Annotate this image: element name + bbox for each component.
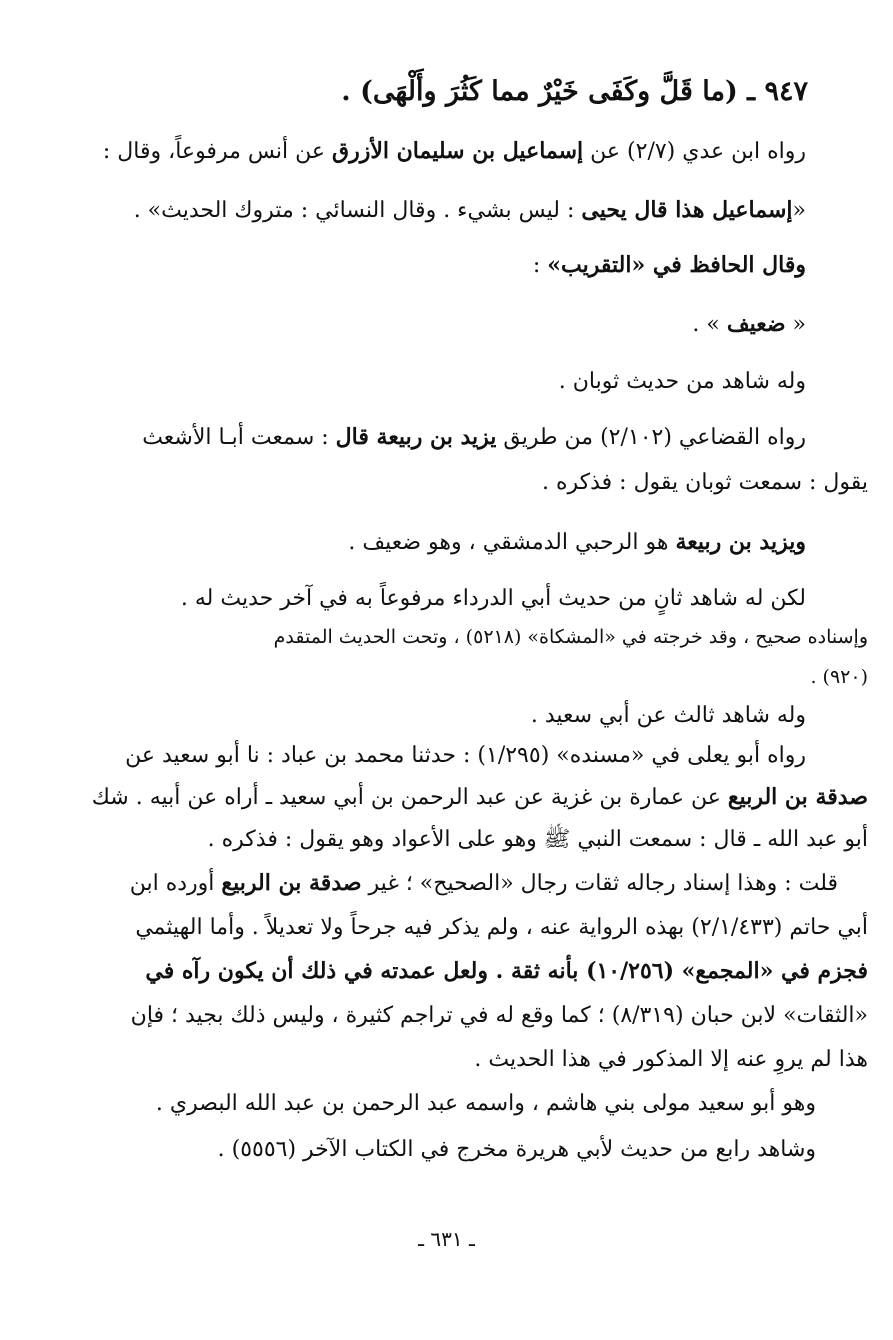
- bold-run: صدقة بن الربيع: [727, 784, 868, 810]
- text-line: [48, 620, 868, 654]
- bold-run: ويزيد بن ربيعة: [675, 529, 806, 555]
- text-line: [68, 465, 868, 500]
- text-line: [48, 954, 868, 988]
- page-number: ـ ٦٣١ ـ: [418, 1227, 475, 1251]
- text-run: فجزم في «المجمع» (١٠/٢٥٦) بأنه ثقة . ولعل عمدته في ذلك أن يكون رآه في: [145, 958, 868, 984]
- text-line: [48, 866, 838, 901]
- text-run: أورده ابن: [129, 871, 222, 896]
- text-line: [76, 307, 806, 342]
- text-run: «: [785, 312, 806, 337]
- text-line: [76, 248, 806, 283]
- text-run: » .: [692, 312, 727, 337]
- text-run: «الثقات» لابن حبان (٨/٣١٩) ؛ كما وقع له في تراجم كثيرة ، وليس ذلك بجيد ؛ فإن: [130, 1003, 868, 1028]
- text-run: رواه أبو يعلى في «مسنده» (١/٢٩٥) : حدثنا محمد بن عباد : نا أبو سعيد عن: [125, 743, 806, 768]
- text-run: وله شاهد من حديث ثوبان .: [558, 369, 806, 394]
- text-run: هذا لم يروِ عنه إلا المذكور في هذا الحديث .: [474, 1047, 868, 1072]
- text-line: [76, 364, 806, 399]
- bold-run: إسماعيل هذا قال يحيى: [581, 197, 793, 223]
- text-run: رواه القضاعي (٢/١٠٢) من طريق: [496, 425, 806, 450]
- text-run: (٩٢٠) .: [810, 666, 868, 688]
- text-line: [76, 1086, 816, 1121]
- text-run: أبو عبد الله ـ قال : سمعت النبي ﷺ وهو على الأعواد وهو يقول : فذكره .: [207, 827, 868, 852]
- text-run: لكن له شاهد ثانٍ من حديث أبي الدرداء مرفوعاً به في آخر حديث له .: [180, 586, 806, 611]
- bold-run: إسماعيل بن سليمان الأزرق: [332, 138, 584, 164]
- text-run: : ليس بشيء . وقال النسائي : متروك الحديث» .: [133, 198, 582, 223]
- text-line: [46, 420, 806, 455]
- text-run: وله شاهد ثالث عن أبي سعيد .: [530, 703, 806, 728]
- text-line: [76, 134, 806, 169]
- text-run: عن عمارة بن غزية عن عبد الرحمن بن أبي سعيد ـ أراه عن أبيه . شك: [91, 785, 728, 810]
- text-line: [48, 822, 868, 857]
- text-line: [76, 1132, 816, 1167]
- text-line: [46, 738, 806, 773]
- text-line: [48, 998, 868, 1033]
- text-line: [48, 1042, 868, 1077]
- bold-run: وقال الحافظ في «التقريب»: [547, 252, 806, 278]
- text-run: وهو أبو سعيد مولى بني هاشم ، واسمه عبد الرحمن بن عبد الله البصري .: [155, 1091, 816, 1116]
- text-run: قلت : وهذا إسناد رجاله ثقات رجال «الصحيح» ؛ غير: [361, 871, 838, 896]
- bold-run: يزيد بن ربيعة قال: [335, 424, 497, 450]
- bold-run: ضعيف: [726, 311, 786, 337]
- text-line: [76, 525, 806, 560]
- text-run: رواه ابن عدي (٢/٧) عن: [583, 139, 806, 164]
- text-run: هو الرحبي الدمشقي ، وهو ضعيف .: [348, 530, 676, 555]
- text-run: يقول : سمعت ثوبان يقول : فذكره .: [541, 470, 868, 495]
- bold-run: صدقة بن الربيع: [221, 870, 362, 896]
- text-run: :: [532, 253, 548, 278]
- text-line: [48, 660, 868, 694]
- text-line: [48, 910, 868, 945]
- text-run: عن أنس مرفوعاً، وقال :: [102, 139, 333, 164]
- text-run: «: [792, 198, 806, 223]
- text-line: [48, 780, 868, 815]
- text-run: وشاهد رابع من حديث لأبي هريرة مخرج في الكتاب الآخر (٥٥٥٦) .: [217, 1137, 816, 1162]
- text-line: [76, 698, 806, 733]
- text-run: وإسناده صحيح ، وقد خرجته في «المشكاة» (٥٢١٨) ، وتحت الحديث المتقدم: [273, 626, 868, 648]
- hadith-heading: ٩٤٧ ـ (ما قَلَّ وكَفَى خَيْرٌ مما كَثُرَ وأَلْهَى) .: [341, 76, 808, 107]
- text-run: : سمعت أبـا الأشعث: [142, 425, 336, 450]
- text-run: أبي حاتم (٢/١/٤٣٣) بهذه الرواية عنه ، ولم يذكر فيه جرحاً ولا تعديلاً . وأما الهيثمي: [135, 915, 868, 940]
- text-line: [76, 193, 806, 228]
- text-line: [76, 581, 806, 616]
